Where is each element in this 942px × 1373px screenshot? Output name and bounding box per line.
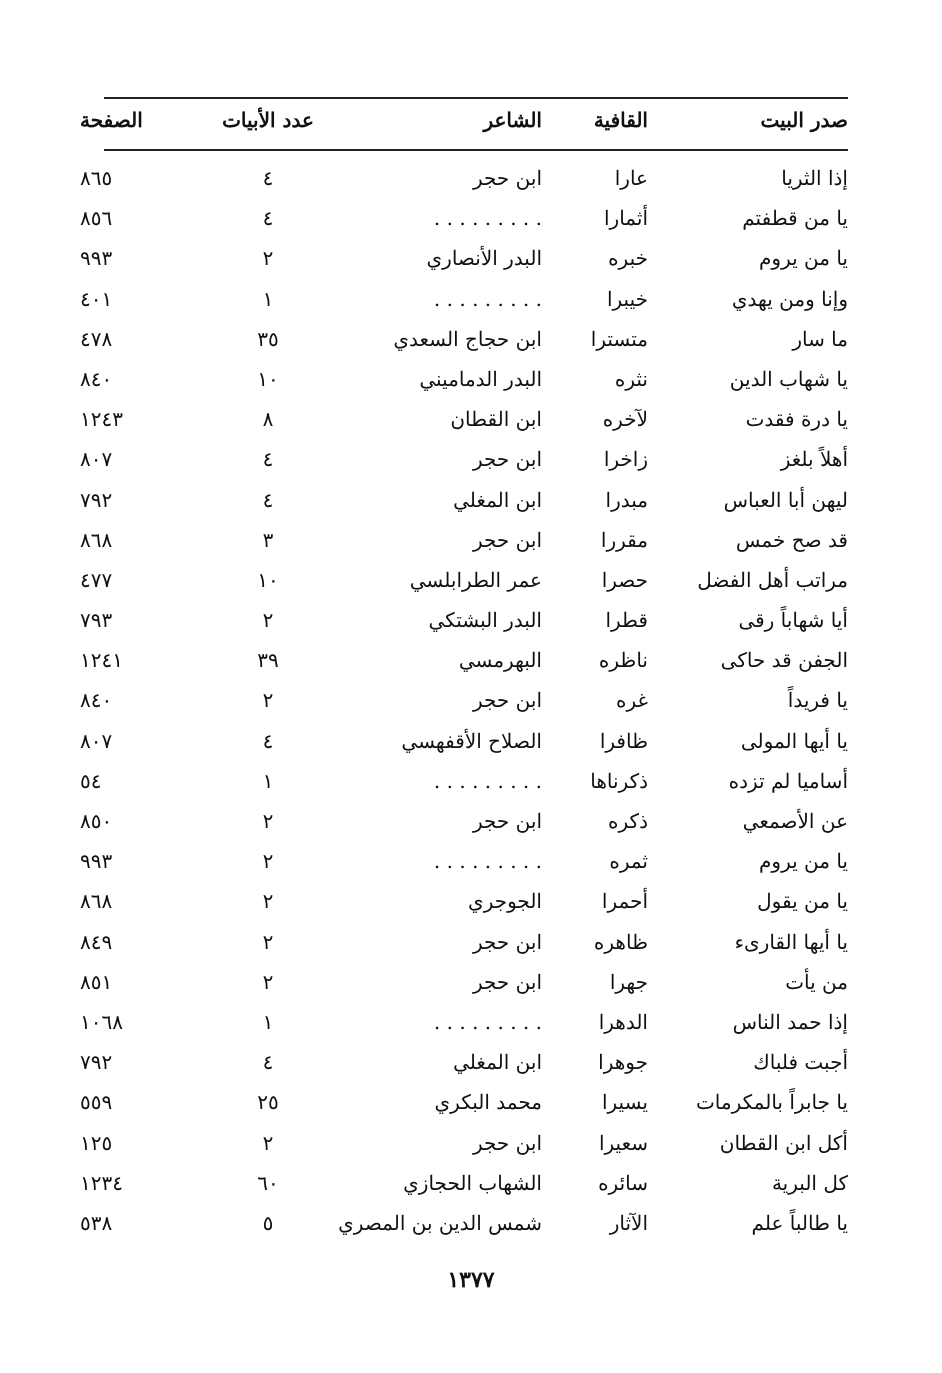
cell-verse-count: ٣ — [262, 527, 274, 552]
cell-verse-start: أساميا لم تزده — [728, 768, 848, 793]
cell-verse-start: عن الأصمعي — [742, 809, 848, 833]
cell-poet: عمر الطرابلسي — [409, 567, 542, 592]
table-row — [80, 922, 848, 962]
cell-verse-count: ٢ — [262, 809, 274, 833]
cell-page: ٨٦٨ — [80, 527, 113, 552]
table-row — [80, 1163, 848, 1203]
cell-verse-start: أهلاً بلغز — [780, 447, 848, 472]
cell-verse-count: ١٠ — [257, 366, 279, 391]
cell-page: ١٢٣٤ — [80, 1170, 123, 1195]
cell-verse-count: ٢ — [262, 889, 274, 914]
cell-page: ٨٦٥ — [80, 166, 113, 190]
cell-verse-count: ١ — [262, 286, 274, 311]
cell-verse-count: ٢ — [262, 608, 274, 633]
cell-verse-start: مراتب أهل الفضل — [697, 567, 848, 592]
cell-rhyme: ظاهره — [593, 929, 648, 954]
cell-rhyme: جوهرا — [598, 1050, 648, 1075]
cell-page: ٧٩٢ — [80, 1050, 113, 1075]
cell-verse-start: إذا الثريا — [781, 166, 848, 190]
cell-poet: شمس الدين بن المصري — [338, 1210, 542, 1235]
cell-verse-start: يا أيها المولى — [740, 728, 848, 753]
cell-rhyme: أحمرا — [601, 889, 648, 914]
table-row — [80, 158, 848, 198]
cell-verse-start: يا طالباً علم — [751, 1210, 848, 1235]
cell-rhyme: عارا — [614, 166, 648, 190]
cell-verse-start: من يأت — [785, 969, 848, 994]
cell-page: ٨٤٠ — [80, 366, 113, 391]
cell-page: ٨٠٧ — [80, 728, 113, 753]
cell-poet: البدر الأنصاري — [426, 246, 542, 271]
cell-verse-count: ٢٥ — [257, 1090, 279, 1115]
cell-page: ٨٦٨ — [80, 889, 113, 914]
cell-page: ٤٧٧ — [80, 567, 113, 592]
cell-rhyme: ثمره — [609, 849, 648, 874]
cell-rhyme: الدهرا — [598, 1009, 648, 1034]
table-row — [80, 359, 848, 399]
cell-rhyme: متسترا — [590, 326, 648, 351]
header-poet: الشاعر — [483, 108, 542, 132]
cell-rhyme: سائره — [598, 1170, 648, 1195]
cell-verse-start: الجفن قد حاكى — [720, 648, 848, 673]
cell-verse-start: إذا حمد الناس — [732, 1009, 848, 1034]
cell-verse-count: ٢ — [262, 246, 274, 271]
cell-poet: ابن حجر — [472, 929, 542, 954]
cell-verse-count: ٤ — [262, 728, 274, 753]
table-header-rule — [104, 149, 848, 151]
cell-poet: الجوجري — [468, 889, 542, 914]
cell-verse-start: ليهن أبا العباس — [723, 487, 848, 512]
cell-verse-start: يا من قطفتم — [742, 206, 848, 231]
cell-verse-start: أكل ابن القطان — [719, 1130, 848, 1155]
cell-rhyme: مبدرا — [605, 487, 648, 512]
cell-poet: ابن حجاج السعدي — [393, 326, 542, 351]
table-row — [80, 721, 848, 761]
cell-page: ١٢٥ — [80, 1130, 113, 1155]
cell-verse-count: ٢ — [262, 688, 274, 713]
cell-rhyme: يسيرا — [601, 1090, 648, 1115]
cell-page: ٥٥٩ — [80, 1090, 113, 1115]
cell-verse-count: ٨ — [262, 407, 274, 432]
cell-page: ٧٩٢ — [80, 487, 113, 512]
cell-page: ٥٤ — [80, 768, 102, 793]
cell-poet: ابن حجر — [472, 1130, 542, 1155]
table-row — [80, 238, 848, 278]
cell-poet: محمد البكري — [434, 1090, 542, 1115]
cell-rhyme: ذكره — [608, 809, 648, 833]
header-rhyme: القافية — [593, 108, 648, 132]
table-row — [80, 1042, 848, 1082]
cell-page: ١٠٦٨ — [80, 1009, 123, 1034]
cell-page: ٨٤٩ — [80, 929, 113, 954]
table-row — [80, 761, 848, 801]
cell-page: ٥٣٨ — [80, 1210, 113, 1235]
table-row — [80, 1082, 848, 1122]
cell-verse-count: ٢ — [262, 929, 274, 954]
cell-rhyme: مقررا — [600, 527, 648, 552]
cell-poet: ابن القطان — [450, 407, 542, 432]
cell-rhyme: جهرا — [609, 969, 648, 994]
cell-poet: البدر البشتكي — [428, 608, 542, 633]
cell-poet: . . . . . . . . . — [433, 849, 542, 874]
table-row — [80, 680, 848, 720]
cell-verse-start: ما سار — [792, 326, 848, 351]
table-row — [80, 279, 848, 319]
table-row — [80, 1002, 848, 1042]
cell-verse-count: ٤ — [262, 206, 274, 231]
cell-page: ٨٥٠ — [80, 809, 113, 833]
cell-rhyme: خيبرا — [606, 286, 648, 311]
cell-rhyme: حصرا — [601, 567, 648, 592]
cell-poet: ابن المغلي — [453, 487, 542, 512]
table-body — [80, 158, 848, 1243]
cell-verse-count: ٣٩ — [257, 648, 279, 673]
table-row — [80, 520, 848, 560]
cell-rhyme: ظافرا — [599, 728, 648, 753]
cell-verse-count: ٦٠ — [257, 1170, 279, 1195]
cell-page: ٤٠١ — [80, 286, 113, 311]
cell-poet: ابن حجر — [472, 527, 542, 552]
cell-rhyme: غره — [616, 688, 648, 713]
cell-poet: ابن حجر — [472, 969, 542, 994]
header-verse-start: صدر البيت — [760, 108, 848, 132]
table-row — [80, 1123, 848, 1163]
table-row — [80, 962, 848, 1002]
cell-page: ٧٩٣ — [80, 608, 113, 633]
cell-verse-count: ٢ — [262, 969, 274, 994]
cell-rhyme: خبره — [608, 246, 648, 271]
cell-rhyme: نثره — [614, 366, 648, 391]
cell-poet: . . . . . . . . . — [433, 768, 542, 793]
cell-page: ٨٥٦ — [80, 206, 113, 231]
cell-verse-count: ٤ — [262, 166, 274, 190]
cell-verse-count: ٢ — [262, 849, 274, 874]
cell-verse-start: أجبت فلباك — [753, 1050, 848, 1075]
cell-rhyme: ناظره — [598, 648, 648, 673]
cell-page: ٨٥١ — [80, 969, 113, 994]
table-row — [80, 560, 848, 600]
cell-verse-count: ٤ — [262, 447, 274, 472]
cell-verse-start: يا شهاب الدين — [729, 366, 848, 391]
cell-verse-start: يا فريداً — [787, 688, 848, 713]
cell-page: ٨٠٧ — [80, 447, 113, 472]
table-row — [80, 480, 848, 520]
cell-verse-count: ١ — [262, 1009, 274, 1034]
cell-poet: . . . . . . . . . — [433, 206, 542, 231]
cell-verse-start: أيا شهاباً رقى — [738, 608, 848, 633]
cell-verse-start: يا أيها القارىء — [734, 929, 848, 954]
cell-verse-start: كل البرية — [771, 1170, 848, 1195]
cell-rhyme: قطرا — [605, 608, 648, 633]
cell-verse-start: قد صح خمس — [735, 527, 848, 552]
table-row — [80, 319, 848, 359]
table-row — [80, 801, 848, 841]
cell-poet: ابن المغلي — [453, 1050, 542, 1075]
table-row — [80, 640, 848, 680]
cell-verse-count: ٤ — [262, 1050, 274, 1075]
cell-verse-count: ٤ — [262, 487, 274, 512]
cell-rhyme: سعيرا — [598, 1130, 648, 1155]
table-row — [80, 841, 848, 881]
cell-verse-count: ٥ — [262, 1210, 274, 1235]
cell-poet: . . . . . . . . . — [433, 1009, 542, 1034]
cell-poet: ابن حجر — [472, 688, 542, 713]
cell-page: ٤٧٨ — [80, 326, 113, 351]
cell-poet: . . . . . . . . . — [433, 286, 542, 311]
cell-rhyme: لآخره — [602, 407, 648, 432]
cell-rhyme: أثمارا — [604, 206, 648, 231]
cell-page: ٩٩٣ — [80, 849, 113, 874]
table-top-rule — [104, 97, 848, 99]
cell-poet: ابن حجر — [472, 447, 542, 472]
table-row — [80, 399, 848, 439]
cell-verse-start: يا من يروم — [759, 246, 848, 271]
cell-verse-count: ١ — [262, 768, 274, 793]
table-row — [80, 198, 848, 238]
cell-verse-count: ٢ — [262, 1130, 274, 1155]
cell-poet: البهرمسي — [458, 648, 542, 673]
cell-verse-start: يا درة فقدت — [745, 407, 848, 432]
cell-verse-start: يا من يقول — [757, 889, 848, 914]
cell-verse-count: ١٠ — [257, 567, 279, 592]
header-page: الصفحة — [80, 108, 143, 132]
cell-page: ٩٩٣ — [80, 246, 113, 271]
cell-page: ١٢٤٣ — [80, 407, 123, 432]
cell-verse-start: وإنا ومن يهدي — [731, 286, 848, 311]
cell-rhyme: ذكرناها — [590, 768, 648, 793]
cell-verse-start: يا جابراً بالمكرمات — [695, 1090, 848, 1115]
cell-poet: الصلاح الأقفهسي — [401, 728, 542, 753]
cell-rhyme: زاخرا — [603, 447, 648, 472]
table-row — [80, 881, 848, 921]
cell-poet: الشهاب الحجازي — [403, 1170, 542, 1195]
cell-rhyme: الآثار — [609, 1210, 648, 1235]
page-number: ١٣٧٧ — [447, 1267, 495, 1293]
cell-poet: ابن حجر — [472, 166, 542, 190]
table-row — [80, 439, 848, 479]
cell-page: ٨٤٠ — [80, 688, 113, 713]
cell-poet: ابن حجر — [472, 809, 542, 833]
cell-verse-count: ٣٥ — [257, 326, 279, 351]
table-row — [80, 600, 848, 640]
cell-page: ١٢٤١ — [80, 648, 123, 673]
cell-poet: البدر الدماميني — [419, 366, 542, 391]
cell-verse-start: يا من يروم — [759, 849, 848, 874]
table-row — [80, 1203, 848, 1243]
table-header — [80, 100, 848, 146]
header-verse-count: عدد الأبيات — [222, 108, 314, 132]
